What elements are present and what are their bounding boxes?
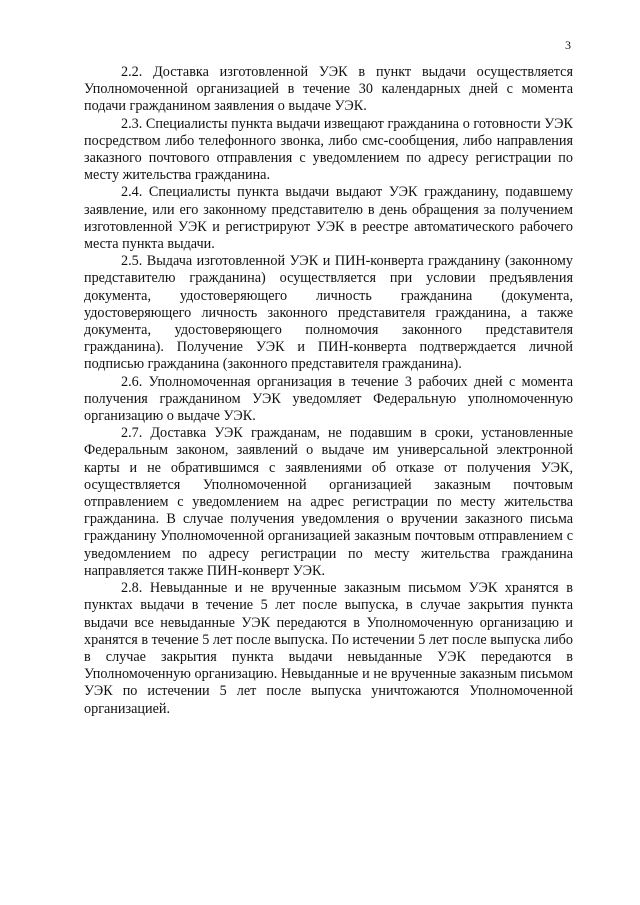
paragraph-2-6: 2.6. Уполномоченная организация в течение 3 рабочих дней с момента получения гражданином УЭК уведомляет Федеральную уполномоченную организацию о выдаче УЭК.: [84, 373, 573, 425]
paragraph-2-3: 2.3. Специалисты пункта выдачи извещают гражданина о готовности УЭК посредством либо телефонного звонка, либо смс-сообщения, либо направления заказного почтового отправления с уведомлением по адресу регистрации по месту жительства гражданина.: [84, 115, 573, 184]
paragraph-2-4: 2.4. Специалисты пункта выдачи выдают УЭК гражданину, подавшему заявление, или его законному представителю в день обращения за получением изготовленной УЭК и регистрируют УЭК в реестре автоматического рабочего места пункта выдачи.: [84, 184, 573, 253]
document-body: [84, 64, 573, 718]
paragraph-2-8: 2.8. Невыданные и не врученные заказным письмом УЭК хранятся в пунктах выдачи в течение 5 лет после выпуска, в случае закрытия пункта выдачи все невыданные УЭК передаются в Уполномоченную организацию и хранятся в течение 5 лет после выпуска. По истечении 5 лет после выпуска либо в случае закрытия пункта выдачи невыданные УЭК передаются в Уполномоченную организацию. Невыданные и не врученные заказным письмом УЭК по истечении 5 лет после выпуска уничтожаются Уполномоченной организацией.: [84, 580, 573, 717]
paragraph-2-5: 2.5. Выдача изготовленной УЭК и ПИН-конверта гражданину (законному представителю гражданина) осуществляется при условии предъявления документа, удостоверяющего личность гражданина (документа, удостоверяющего личность законного представителя гражданина, а также документа, удостоверяющего полномочия законного представителя гражданина). Получение УЭК и ПИН-конверта подтверждается личной подписью гражданина (законного представителя гражданина).: [84, 253, 573, 373]
paragraph-2-2: 2.2. Доставка изготовленной УЭК в пункт выдачи осуществляется Уполномоченной организацией в течение 30 календарных дней с момента подачи гражданином заявления о выдаче УЭК.: [84, 64, 573, 115]
paragraph-2-7: 2.7. Доставка УЭК гражданам, не подавшим в сроки, установленные Федеральным законом, заявлений о выдаче им универсальной электронной карты и не обратившимся с заявлениями об отказе от получения УЭК, осуществляется Уполномоченной организацией заказным почтовым отправлением с уведомлением на адрес регистрации по месту жительства гражданина. В случае получения уведомления о вручении заказного письма гражданину Уполномоченной организацией заказным почтовым отправлением с уведомлением по адресу регистрации по месту жительства гражданина направляется также ПИН-конверт УЭК.: [84, 425, 573, 579]
page-number: 3: [565, 38, 571, 52]
